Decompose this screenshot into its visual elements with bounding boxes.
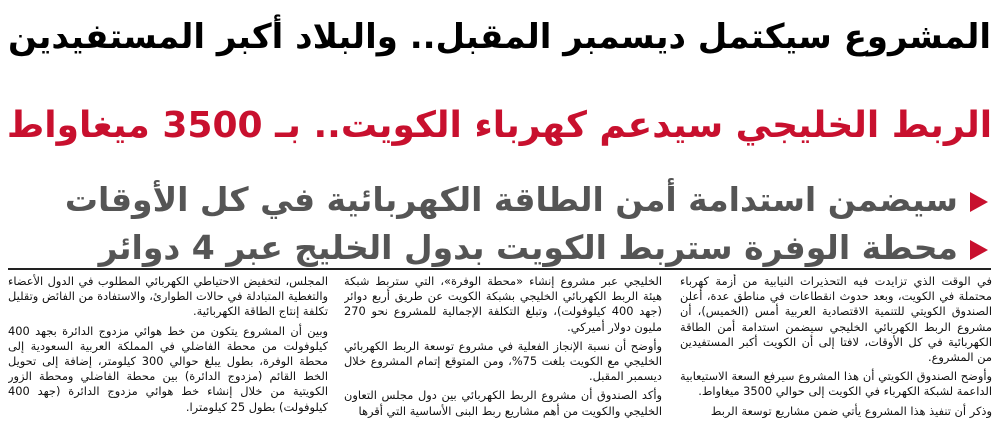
subheading-2 xyxy=(0,226,988,270)
article-kicker: المشروع سيكتمل ديسمبر المقبل.. والبلاد أكبر المستفيدين xyxy=(7,17,992,57)
triangle-bullet-icon xyxy=(970,192,988,212)
body-column-2 xyxy=(344,274,662,432)
paragraph: وذكر أن تنفيذ هذا المشروع يأتي ضمن مشاريع توسعة الربط xyxy=(710,403,992,418)
subheading-2-text: محطة الوفرة ستربط الكويت بدول الخليج عبر 4 دوائر xyxy=(98,228,958,267)
body-column-3 xyxy=(8,274,328,432)
subheading-1 xyxy=(0,178,988,222)
paragraph: وأوضح أن نسبة الإنجاز الفعلية في مشروع توسعة الربط الكهربائي الخليجي مع الكويت بلغت 75%، ومن المتوقع إتمام المشروع خلال ديسمبر المقبل. xyxy=(344,338,662,384)
body-column-1 xyxy=(680,274,992,432)
triangle-bullet-icon xyxy=(970,240,988,260)
article-headline: الربط الخليجي سيدعم كهرباء الكويت.. بـ 3500 ميغاواط xyxy=(6,105,993,146)
paragraph: وبين أن المشروع يتكون من خط هوائي مزدوج الدائرة بجهد 400 كيلوفولت من محطة الفاضلي في المملكة العربية السعودية إلى محطة الوفرة، بطول يبلغ حوالي 300 كيلومتر، إضافة إلى تحويل الخط القائم (مزدوج الدائرة) بين محطة الفاضلي ومحطة الزور الكويتية من خلال إنشاء خط هوائي مزدوج الدائرة (جهد 400 كيلوفولت) بطول 25 كيلومترا. xyxy=(8,323,328,414)
paragraph: وأوضح الصندوق الكويتي أن هذا المشروع سيرفع السعة الاستيعابية الداعمة لشبكة الكهرباء في الكويت إلى حوالي 3500 ميغاواط. xyxy=(680,369,992,399)
paragraph: وأكد الصندوق أن مشروع الربط الكهربائي بين دول مجلس التعاون الخليجي والكويت من أهم مشاريع ربط البنى الأساسية التي أقرها xyxy=(344,388,662,418)
paragraph: في الوقت الذي تزايدت فيه التحذيرات النيابية من أزمة كهرباء محتملة في الكويت، وبعد حدوث انقطاعات في مناطق عدة، أعلن الصندوق الكويتي للتنمية الاقتصادية العربية أمس (الخميس)، أن مشروع الربط الكهربائي الخليجي سيضمن استدامة أمن الطاقة الكهربائية في كل الأوقات، لافتا إلى أن الكويت أكبر المستفيدين من المشروع. xyxy=(680,274,992,365)
subheading-1-text: سيضمن استدامة أمن الطاقة الكهربائية في كل الأوقات xyxy=(64,180,958,219)
paragraph: المجلس، لتخفيض الاحتياطي الكهربائي المطلوب في الدول الأعضاء والتغطية المتبادلة في حالات الطوارئ، والاستفادة من الفائض وتقليل تكلفة إنتاج الطاقة الكهربائية. xyxy=(8,274,328,319)
divider xyxy=(8,268,991,270)
paragraph: الخليجي عبر مشروع إنشاء «محطة الوفرة»، التي ستربط شبكة هيئة الربط الكهربائي الخليجي بشبكة الكويت عن طريق أربع دوائر (جهد 400 كيلوفولت)، وتبلغ التكلفة الإجمالية للمشروع نحو 270 مليون دولار أميركي. xyxy=(344,274,662,334)
